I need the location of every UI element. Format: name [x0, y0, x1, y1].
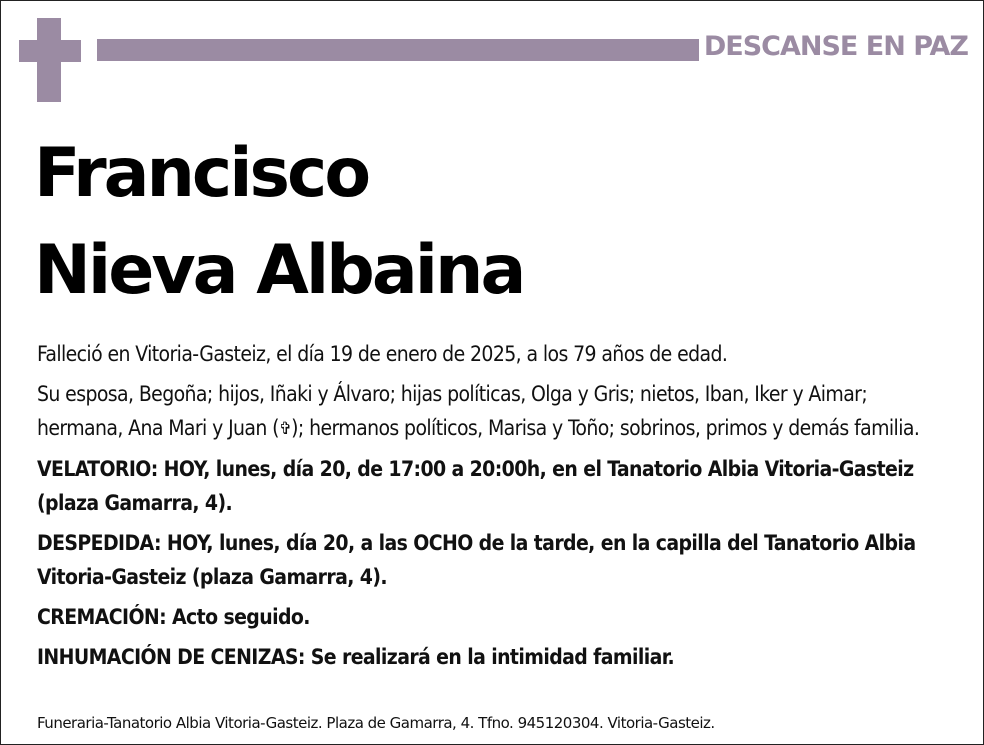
family-list-part-1: Su esposa, Begoña; hijos, Iñaki y Álvaro; hijas políticas, Olga y Gris; nietos, Iban, Iker y Aimar; hermana, Ana Mari y Juan (: [37, 382, 868, 440]
family-list-part-2: ); hermanos políticos, Marisa y Toño; sobrinos, primos y demás familia.: [291, 416, 920, 440]
deceased-first-name: Francisco: [34, 134, 369, 213]
despedida-info: DESPEDIDA: HOY, lunes, día 20, a las OCHO de la tarde, en la capilla del Tanatorio Albia Vitoria-Gasteiz (plaza Gamarra, 4).: [37, 531, 916, 589]
header-bar: [97, 39, 699, 61]
cremacion-info: CREMACIÓN: Acto seguido.: [37, 605, 310, 629]
inhumacion-info: INHUMACIÓN DE CENIZAS: Se realizará en la intimidad familiar.: [37, 645, 675, 669]
notice-body: [37, 337, 957, 680]
death-notice: Falleció en Vitoria-Gasteiz, el día 19 de enero de 2025, a los 79 años de edad.: [37, 342, 728, 366]
small-cross-icon: ✞: [278, 419, 292, 439]
velatorio-info: VELATORIO: HOY, lunes, día 20, de 17:00 a 20:00h, en el Tanatorio Albia Vitoria-Gasteiz (plaza Gamarra, 4).: [37, 457, 914, 515]
family-list: [37, 377, 957, 446]
header-title: DESCANSE EN PAZ: [703, 31, 968, 62]
deceased-last-names: Nieva Albaina: [34, 231, 524, 310]
funeral-home-footer: Funeraria-Tanatorio Albia Vitoria-Gasteiz. Plaza de Gamarra, 4. Tfno. 945120304. Vitoria-Gasteiz.: [37, 714, 715, 732]
